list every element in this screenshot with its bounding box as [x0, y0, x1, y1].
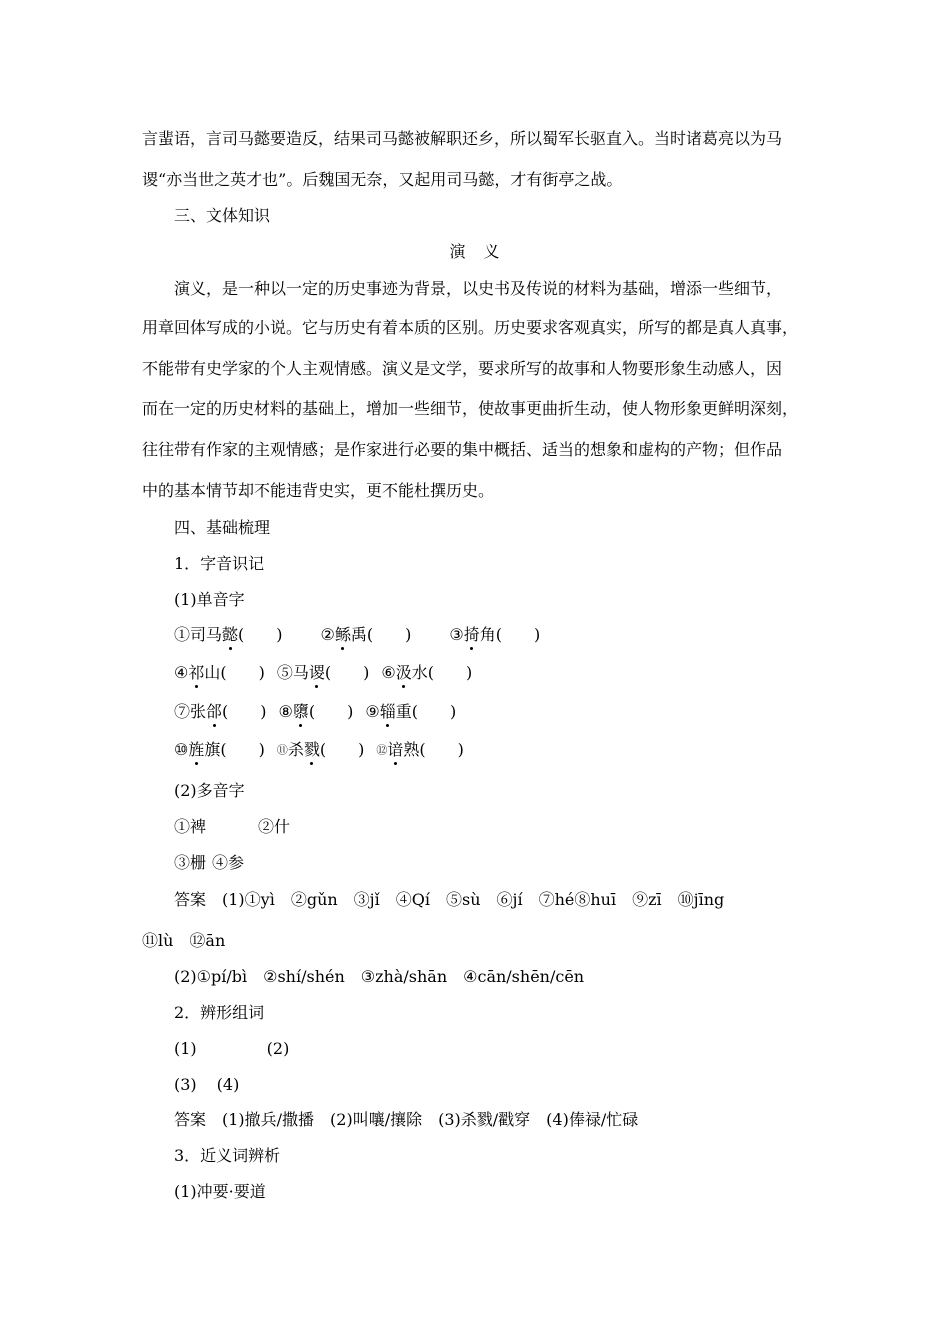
answer-2: 答案 (1)撤兵/撒播 (2)叫嚷/攘除 (3)杀戮/戳穿 (4)俸禄/忙碌	[174, 1110, 639, 1129]
item-11: ⑪杀戮( )	[276, 740, 365, 759]
answer-1-line-3: (2)①pí/bì ②shí/shén ③zhà/shān ④cān/shēn/cēn	[174, 967, 585, 986]
answer-1-line-2: ⑪lù ⑫ān	[142, 931, 226, 950]
subheading-shape-words: 2．辨形组词	[174, 1003, 265, 1022]
para-line-2: 用章回体写成的小说。它与历史有着本质的区别。历史要求客观真实，所写的都是真人真事，	[142, 318, 799, 337]
item-6: ⑥汲水( )	[381, 663, 473, 682]
item-4: ④祁山( )	[174, 663, 265, 682]
intro-line-1: 言蜚语，言司马懿要造反，结果司马懿被解职还乡，所以蜀军长驱直入。当时诸葛亮以为马	[142, 129, 783, 148]
synonym-item-1: (1)冲要·要道	[174, 1182, 266, 1201]
item-1: ①司马懿( )	[174, 625, 283, 644]
shape-item-2: (2)	[266, 1039, 290, 1058]
pronunciation-row-4	[174, 740, 464, 761]
poly-item-1: ①裨	[174, 817, 207, 836]
shape-words-row-2	[174, 1075, 239, 1095]
item-9: ⑨辎重( )	[365, 702, 457, 721]
subheading-synonyms: 3．近义词辨析	[174, 1146, 281, 1165]
subheading-polyphonic: (2)多音字	[174, 781, 245, 800]
pronunciation-row-1	[174, 625, 540, 645]
poly-item-2: ②什	[258, 817, 291, 836]
shape-item-1: (1)	[174, 1039, 197, 1058]
item-2: ②鲧禹( )	[320, 625, 412, 644]
polyphonic-row-1	[174, 817, 290, 837]
subheading-single-pronunciation: (1)单音字	[174, 590, 245, 609]
item-10: ⑩旌旗( )	[174, 740, 265, 759]
shape-item-3: (3)	[174, 1075, 197, 1094]
poly-item-3: ③栅	[174, 853, 207, 872]
para-line-4: 而在一定的历史材料的基础上，增加一些细节，使故事更曲折生动，使人物形象更鲜明深刻，	[142, 399, 799, 418]
section-heading-3: 三、文体知识	[174, 206, 271, 225]
section-heading-4: 四、基础梳理	[174, 518, 271, 537]
subheading-pronunciation: 1．字音识记	[174, 554, 265, 573]
answer-1-line-1: 答案 (1)①yì ②gǔn ③jǐ ④Qí ⑤sù ⑥jí ⑦hé⑧huī ⑨zī ⑩jīng	[174, 890, 725, 909]
shape-item-4: (4)	[216, 1075, 240, 1094]
para-line-5: 往往带有作家的主观情感；是作家进行必要的集中概括、适当的想象和虚构的产物；但作品	[142, 440, 783, 459]
para-line-1: 演义，是一种以一定的历史事迹为背景，以史书及传说的材料为基础，增添一些细节，	[174, 279, 783, 298]
section-title: 演 义	[449, 242, 501, 261]
item-5: ⑤马谡( )	[276, 663, 370, 682]
pronunciation-row-2	[174, 663, 472, 683]
polyphonic-row-2	[174, 853, 244, 873]
para-line-6: 中的基本情节却不能违背史实，更不能杜撰历史。	[142, 481, 495, 500]
poly-item-4: ④参	[212, 853, 245, 872]
item-12: ⑫谙熟( )	[376, 740, 464, 759]
intro-line-2: 谡“亦当世之英才也”。后魏国无奈，又起用司马懿，才有街亭之战。	[142, 170, 623, 189]
pronunciation-row-3	[174, 702, 456, 722]
item-3: ③掎角( )	[449, 625, 541, 644]
shape-words-row-1	[174, 1039, 289, 1059]
item-8: ⑧隳( )	[278, 702, 354, 721]
item-7: ⑦张郃( )	[174, 702, 267, 721]
para-line-3: 不能带有史学家的个人主观情感。演义是文学，要求所写的故事和人物要形象生动感人，因	[142, 359, 783, 378]
